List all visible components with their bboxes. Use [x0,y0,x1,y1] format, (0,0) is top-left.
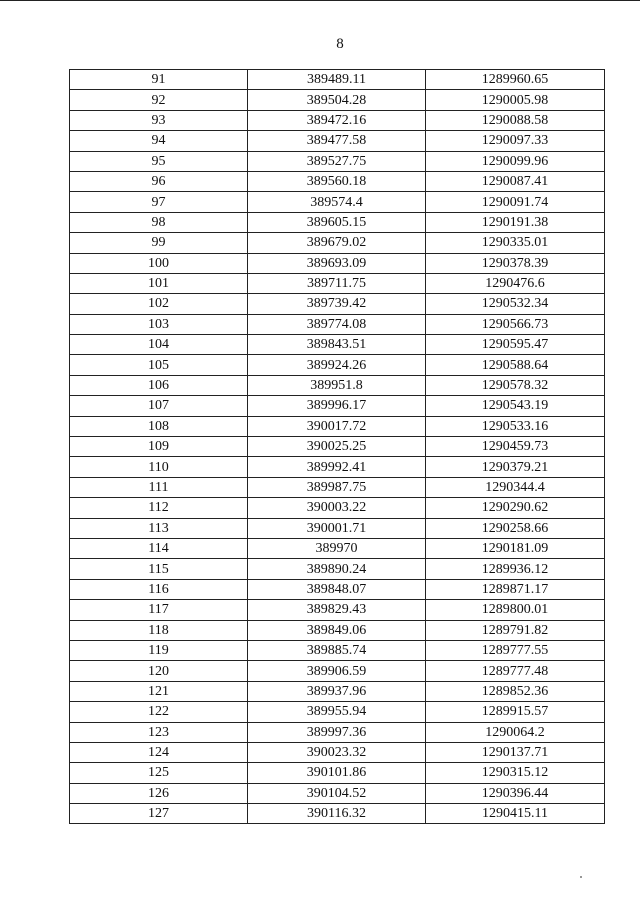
y-coordinate-cell: 1290315.12 [426,763,605,783]
point-number-cell: 91 [70,70,248,90]
point-number-cell: 110 [70,457,248,477]
x-coordinate-cell: 389774.08 [248,314,426,334]
x-coordinate-cell: 389992.41 [248,457,426,477]
x-coordinate-cell: 390003.22 [248,498,426,518]
y-coordinate-cell: 1290258.66 [426,518,605,538]
point-number-cell: 127 [70,804,248,824]
y-coordinate-cell: 1290588.64 [426,355,605,375]
y-coordinate-cell: 1289871.17 [426,579,605,599]
x-coordinate-cell: 389711.75 [248,273,426,293]
x-coordinate-cell: 389987.75 [248,477,426,497]
y-coordinate-cell: 1290099.96 [426,151,605,171]
point-number-cell: 117 [70,600,248,620]
table-row [70,763,605,783]
x-coordinate-cell: 389679.02 [248,233,426,253]
y-coordinate-cell: 1290379.21 [426,457,605,477]
x-coordinate-cell: 390116.32 [248,804,426,824]
table-row [70,110,605,130]
x-coordinate-cell: 389906.59 [248,661,426,681]
y-coordinate-cell: 1290087.41 [426,171,605,191]
y-coordinate-cell: 1290578.32 [426,375,605,395]
y-coordinate-cell: 1290064.2 [426,722,605,742]
y-coordinate-cell: 1290005.98 [426,90,605,110]
point-number-cell: 100 [70,253,248,273]
x-coordinate-cell: 389937.96 [248,681,426,701]
y-coordinate-cell: 1290344.4 [426,477,605,497]
point-number-cell: 98 [70,212,248,232]
y-coordinate-cell: 1290595.47 [426,335,605,355]
x-coordinate-cell: 389924.26 [248,355,426,375]
table-row [70,681,605,701]
point-number-cell: 119 [70,640,248,660]
scan-speck [580,876,582,878]
y-coordinate-cell: 1290191.38 [426,212,605,232]
x-coordinate-cell: 389477.58 [248,131,426,151]
x-coordinate-cell: 390104.52 [248,783,426,803]
table-row [70,702,605,722]
y-coordinate-cell: 1290566.73 [426,314,605,334]
x-coordinate-cell: 389560.18 [248,171,426,191]
point-number-cell: 122 [70,702,248,722]
coordinate-table-body [70,70,605,824]
x-coordinate-cell: 389843.51 [248,335,426,355]
y-coordinate-cell: 1289791.82 [426,620,605,640]
table-row [70,437,605,457]
point-number-cell: 115 [70,559,248,579]
table-row [70,457,605,477]
point-number-cell: 104 [70,335,248,355]
y-coordinate-cell: 1290097.33 [426,131,605,151]
x-coordinate-cell: 389472.16 [248,110,426,130]
table-row [70,131,605,151]
point-number-cell: 108 [70,416,248,436]
x-coordinate-cell: 389848.07 [248,579,426,599]
y-coordinate-cell: 1290335.01 [426,233,605,253]
x-coordinate-cell: 389849.06 [248,620,426,640]
x-coordinate-cell: 389574.4 [248,192,426,212]
table-row [70,559,605,579]
table-row [70,253,605,273]
table-row [70,273,605,293]
table-row [70,620,605,640]
page-number: 8 [336,36,344,52]
point-number-cell: 97 [70,192,248,212]
point-number-cell: 121 [70,681,248,701]
x-coordinate-cell: 390023.32 [248,742,426,762]
table-row [70,722,605,742]
x-coordinate-cell: 389489.11 [248,70,426,90]
table-row [70,70,605,90]
x-coordinate-cell: 389829.43 [248,600,426,620]
y-coordinate-cell: 1290532.34 [426,294,605,314]
x-coordinate-cell: 389527.75 [248,151,426,171]
table-row [70,151,605,171]
table-row [70,498,605,518]
y-coordinate-cell: 1290415.11 [426,804,605,824]
table-row [70,804,605,824]
table-row [70,396,605,416]
y-coordinate-cell: 1290088.58 [426,110,605,130]
point-number-cell: 126 [70,783,248,803]
y-coordinate-cell: 1290459.73 [426,437,605,457]
y-coordinate-cell: 1289777.55 [426,640,605,660]
point-number-cell: 123 [70,722,248,742]
y-coordinate-cell: 1289915.57 [426,702,605,722]
table-row [70,640,605,660]
table-row [70,294,605,314]
point-number-cell: 96 [70,171,248,191]
table-row [70,742,605,762]
y-coordinate-cell: 1289936.12 [426,559,605,579]
table-row [70,375,605,395]
x-coordinate-cell: 389890.24 [248,559,426,579]
table-row [70,355,605,375]
table-row [70,233,605,253]
point-number-cell: 105 [70,355,248,375]
table-row [70,579,605,599]
point-number-cell: 125 [70,763,248,783]
point-number-cell: 93 [70,110,248,130]
y-coordinate-cell: 1289800.01 [426,600,605,620]
point-number-cell: 99 [70,233,248,253]
table-row [70,783,605,803]
point-number-cell: 113 [70,518,248,538]
y-coordinate-cell: 1290378.39 [426,253,605,273]
table-row [70,90,605,110]
y-coordinate-cell: 1290290.62 [426,498,605,518]
point-number-cell: 114 [70,538,248,558]
point-number-cell: 109 [70,437,248,457]
x-coordinate-cell: 389739.42 [248,294,426,314]
x-coordinate-cell: 389693.09 [248,253,426,273]
point-number-cell: 92 [70,90,248,110]
point-number-cell: 102 [70,294,248,314]
table-row [70,171,605,191]
table-row [70,661,605,681]
x-coordinate-cell: 390017.72 [248,416,426,436]
x-coordinate-cell: 389996.17 [248,396,426,416]
point-number-cell: 111 [70,477,248,497]
coordinate-table [69,69,605,824]
point-number-cell: 112 [70,498,248,518]
table-row [70,600,605,620]
table-row [70,538,605,558]
table-row [70,212,605,232]
point-number-cell: 101 [70,273,248,293]
x-coordinate-cell: 389970 [248,538,426,558]
x-coordinate-cell: 389955.94 [248,702,426,722]
table-row [70,335,605,355]
x-coordinate-cell: 390025.25 [248,437,426,457]
x-coordinate-cell: 389605.15 [248,212,426,232]
point-number-cell: 95 [70,151,248,171]
x-coordinate-cell: 389504.28 [248,90,426,110]
y-coordinate-cell: 1289960.65 [426,70,605,90]
y-coordinate-cell: 1289852.36 [426,681,605,701]
x-coordinate-cell: 390101.86 [248,763,426,783]
x-coordinate-cell: 389997.36 [248,722,426,742]
y-coordinate-cell: 1289777.48 [426,661,605,681]
point-number-cell: 103 [70,314,248,334]
point-number-cell: 116 [70,579,248,599]
x-coordinate-cell: 389885.74 [248,640,426,660]
table-row [70,416,605,436]
x-coordinate-cell: 390001.71 [248,518,426,538]
point-number-cell: 106 [70,375,248,395]
y-coordinate-cell: 1290181.09 [426,538,605,558]
x-coordinate-cell: 389951.8 [248,375,426,395]
y-coordinate-cell: 1290476.6 [426,273,605,293]
table-row [70,477,605,497]
table-row [70,518,605,538]
point-number-cell: 118 [70,620,248,640]
top-rule [0,0,640,1]
point-number-cell: 120 [70,661,248,681]
point-number-cell: 124 [70,742,248,762]
point-number-cell: 107 [70,396,248,416]
table-row [70,192,605,212]
table-row [70,314,605,334]
y-coordinate-cell: 1290137.71 [426,742,605,762]
point-number-cell: 94 [70,131,248,151]
y-coordinate-cell: 1290533.16 [426,416,605,436]
y-coordinate-cell: 1290091.74 [426,192,605,212]
y-coordinate-cell: 1290396.44 [426,783,605,803]
y-coordinate-cell: 1290543.19 [426,396,605,416]
